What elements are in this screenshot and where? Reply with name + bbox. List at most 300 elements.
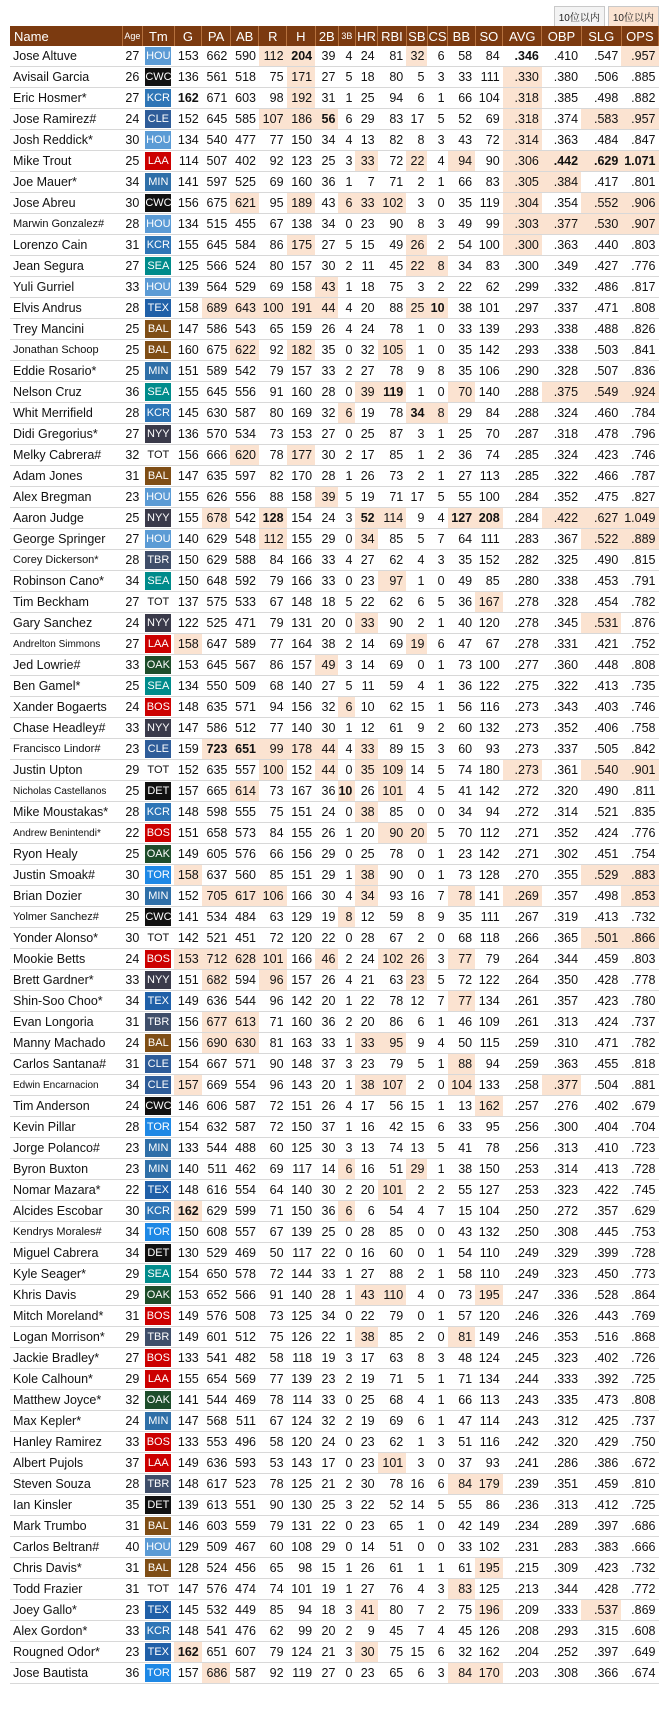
player-name[interactable]: Andrew Benintendi* bbox=[10, 823, 122, 844]
stat-cs: 2 bbox=[427, 1180, 447, 1201]
team-badge[interactable]: KCR bbox=[145, 1202, 171, 1220]
stat-h: 148 bbox=[287, 592, 316, 613]
stat-cs: 0 bbox=[427, 928, 447, 949]
team-badge[interactable]: MIN bbox=[145, 1139, 171, 1157]
stat-h: 140 bbox=[287, 676, 316, 697]
col-header-cs[interactable]: CS bbox=[427, 26, 447, 46]
player-name[interactable]: Shin-Soo Choo* bbox=[10, 991, 122, 1012]
team-badge[interactable]: NYY bbox=[145, 614, 171, 632]
stat-sb: 9 bbox=[406, 718, 427, 739]
stat-cs: 2 bbox=[427, 718, 447, 739]
col-header-hr[interactable]: HR bbox=[355, 26, 377, 46]
stat-g: 128 bbox=[174, 1558, 202, 1579]
stat-avg: .267 bbox=[503, 907, 542, 928]
stat-so: 70 bbox=[475, 424, 503, 445]
player-name[interactable]: Nicholas Castellanos bbox=[10, 781, 122, 802]
player-name[interactable]: Yonder Alonso* bbox=[10, 928, 122, 949]
player-name[interactable]: Jose Ramirez# bbox=[10, 109, 122, 130]
player-name[interactable]: Yuli Gurriel bbox=[10, 277, 122, 298]
team-badge[interactable]: TBR bbox=[145, 1013, 171, 1031]
col-header-g[interactable]: G bbox=[174, 26, 202, 46]
team-badge[interactable]: CLE bbox=[145, 1055, 171, 1073]
player-name[interactable]: Alex Gordon* bbox=[10, 1621, 122, 1642]
stat-avg: .258 bbox=[503, 1075, 542, 1096]
stat-so: 125 bbox=[475, 1579, 503, 1600]
stat-sb: 15 bbox=[406, 1096, 427, 1117]
stat-hr: 13 bbox=[355, 1138, 377, 1159]
stat-pa: 645 bbox=[202, 109, 231, 130]
player-name[interactable]: Marwin Gonzalez# bbox=[10, 214, 122, 235]
team-badge[interactable]: TOR bbox=[145, 866, 171, 884]
team-badge[interactable]: TEX bbox=[145, 992, 171, 1010]
stat-rbi: 52 bbox=[378, 1495, 407, 1516]
col-header-avg[interactable]: AVG bbox=[503, 26, 542, 46]
team-badge[interactable]: KCR bbox=[145, 89, 171, 107]
team-badge[interactable]: TOT bbox=[147, 596, 170, 608]
team-badge[interactable]: LAA bbox=[145, 152, 171, 170]
stat-h: 123 bbox=[287, 151, 316, 172]
team-cell bbox=[142, 1621, 174, 1642]
stat-g: 151 bbox=[174, 823, 202, 844]
player-name[interactable]: Tim Anderson bbox=[10, 1096, 122, 1117]
player-name[interactable]: Mike Trout bbox=[10, 151, 122, 172]
team-badge[interactable]: HOU bbox=[145, 278, 171, 296]
stat-r: 78 bbox=[259, 445, 287, 466]
player-name[interactable]: Ryon Healy bbox=[10, 844, 122, 865]
player-name[interactable]: Adam Jones bbox=[10, 466, 122, 487]
table-row bbox=[10, 214, 659, 235]
stat-rbi: 61 bbox=[378, 1558, 407, 1579]
stat-3b: 3 bbox=[338, 151, 355, 172]
team-cell bbox=[142, 88, 174, 109]
team-badge[interactable]: SEA bbox=[145, 257, 171, 275]
stat-h: 160 bbox=[287, 382, 316, 403]
player-name[interactable]: Logan Morrison* bbox=[10, 1327, 122, 1348]
player-name[interactable]: Gary Sanchez bbox=[10, 613, 122, 634]
player-name[interactable]: Brett Gardner* bbox=[10, 970, 122, 991]
player-name[interactable]: Carlos Santana# bbox=[10, 1054, 122, 1075]
team-badge[interactable]: TOT bbox=[147, 764, 170, 776]
player-name[interactable]: George Springer bbox=[10, 529, 122, 550]
stat-h: 189 bbox=[287, 193, 316, 214]
player-name[interactable]: Kyle Seager* bbox=[10, 1264, 122, 1285]
stat-ops: .853 bbox=[621, 886, 658, 907]
team-badge[interactable]: HOU bbox=[145, 131, 171, 149]
team-badge[interactable]: TEX bbox=[145, 1601, 171, 1619]
stat-hr: 43 bbox=[355, 1285, 377, 1306]
stat-slg: .413 bbox=[581, 1159, 621, 1180]
team-badge[interactable]: TOR bbox=[145, 1664, 171, 1682]
stat-avg: .284 bbox=[503, 487, 542, 508]
team-badge[interactable]: CWC bbox=[145, 194, 171, 212]
team-badge[interactable]: TEX bbox=[145, 1181, 171, 1199]
stat-hr: 21 bbox=[355, 970, 377, 991]
player-age: 25 bbox=[122, 676, 142, 697]
player-name[interactable]: Robinson Cano* bbox=[10, 571, 122, 592]
player-name[interactable]: Mookie Betts bbox=[10, 949, 122, 970]
stat-pa: 645 bbox=[202, 382, 231, 403]
player-name[interactable]: Kole Calhoun* bbox=[10, 1369, 122, 1390]
player-name[interactable]: Nomar Mazara* bbox=[10, 1180, 122, 1201]
stat-so: 112 bbox=[475, 823, 503, 844]
stat-sb: 7 bbox=[406, 1600, 427, 1621]
team-badge[interactable]: NYY bbox=[145, 425, 171, 443]
player-name[interactable]: Yolmer Sanchez# bbox=[10, 907, 122, 928]
stat-slg: .423 bbox=[581, 445, 621, 466]
stat-bb: 34 bbox=[448, 256, 476, 277]
stat-obp: .343 bbox=[542, 697, 581, 718]
team-badge[interactable]: BOS bbox=[145, 1349, 171, 1367]
team-badge[interactable]: HOU bbox=[145, 47, 171, 65]
team-badge[interactable]: BAL bbox=[145, 1034, 171, 1052]
player-name[interactable]: Hanley Ramirez bbox=[10, 1432, 122, 1453]
stat-hr: 7 bbox=[355, 172, 377, 193]
player-name[interactable]: Jose Bautista bbox=[10, 1663, 122, 1684]
team-badge[interactable]: CWC bbox=[145, 908, 171, 926]
stat-h: 131 bbox=[287, 613, 316, 634]
col-header-pa[interactable]: PA bbox=[202, 26, 231, 46]
stat-bb: 54 bbox=[448, 1243, 476, 1264]
team-badge[interactable]: BOS bbox=[145, 824, 171, 842]
team-badge[interactable]: NYY bbox=[145, 971, 171, 989]
player-age: 24 bbox=[122, 109, 142, 130]
stat-pa: 647 bbox=[202, 634, 231, 655]
stat-g: 142 bbox=[174, 928, 202, 949]
team-badge[interactable]: TOT bbox=[147, 932, 170, 944]
player-name[interactable]: Evan Longoria bbox=[10, 1012, 122, 1033]
stat-g: 141 bbox=[174, 1390, 202, 1411]
player-name[interactable]: Mitch Moreland* bbox=[10, 1306, 122, 1327]
player-name[interactable]: Elvis Andrus bbox=[10, 298, 122, 319]
stat-h: 157 bbox=[287, 361, 316, 382]
stat-pa: 589 bbox=[202, 361, 231, 382]
team-badge[interactable]: NYY bbox=[145, 719, 171, 737]
stat-2b: 43 bbox=[315, 277, 338, 298]
player-name[interactable]: Josh Reddick* bbox=[10, 130, 122, 151]
player-name[interactable]: Khris Davis bbox=[10, 1285, 122, 1306]
table-row bbox=[10, 592, 659, 613]
team-badge[interactable]: BAL bbox=[145, 341, 171, 359]
stat-h: 169 bbox=[287, 403, 316, 424]
player-name[interactable]: Jonathan Schoop bbox=[10, 340, 122, 361]
stat-avg: .300 bbox=[503, 256, 542, 277]
col-header-tm[interactable]: Tm bbox=[142, 26, 174, 46]
stat-cs: 1 bbox=[427, 466, 447, 487]
team-badge[interactable]: KCR bbox=[145, 1622, 171, 1640]
team-badge[interactable]: SEA bbox=[145, 383, 171, 401]
team-badge[interactable]: BOS bbox=[145, 1307, 171, 1325]
stat-bb: 88 bbox=[448, 1054, 476, 1075]
player-age: 33 bbox=[122, 1621, 142, 1642]
stat-3b: 1 bbox=[338, 172, 355, 193]
team-badge[interactable]: BOS bbox=[145, 950, 171, 968]
team-badge[interactable]: LAA bbox=[145, 1454, 171, 1472]
team-badge[interactable]: OAK bbox=[145, 1391, 171, 1409]
team-badge[interactable]: BAL bbox=[145, 320, 171, 338]
player-age: 36 bbox=[122, 1663, 142, 1684]
stat-ops: .732 bbox=[621, 907, 658, 928]
col-header-h[interactable]: H bbox=[287, 26, 316, 46]
player-name[interactable]: Lorenzo Cain bbox=[10, 235, 122, 256]
player-name[interactable]: Didi Gregorius* bbox=[10, 424, 122, 445]
player-name[interactable]: Alex Bregman bbox=[10, 487, 122, 508]
col-header-2b[interactable]: 2B bbox=[315, 26, 338, 46]
stat-ab: 607 bbox=[230, 1642, 259, 1663]
stat-3b: 0 bbox=[338, 760, 355, 781]
player-name[interactable]: Jorge Polanco# bbox=[10, 1138, 122, 1159]
stat-avg: .284 bbox=[503, 508, 542, 529]
player-name[interactable]: Jose Altuve bbox=[10, 46, 122, 67]
stat-g: 140 bbox=[174, 1159, 202, 1180]
stat-h: 158 bbox=[287, 487, 316, 508]
player-name[interactable]: Mark Trumbo bbox=[10, 1516, 122, 1537]
stat-hr: 30 bbox=[355, 1642, 377, 1663]
player-name[interactable]: Xander Bogaerts bbox=[10, 697, 122, 718]
stat-rbi: 62 bbox=[378, 697, 407, 718]
stat-bb: 41 bbox=[448, 1138, 476, 1159]
team-badge[interactable]: SEA bbox=[145, 572, 171, 590]
team-badge[interactable]: BAL bbox=[145, 467, 171, 485]
team-badge[interactable]: DET bbox=[145, 1244, 171, 1262]
col-header-rbi[interactable]: RBI bbox=[378, 26, 407, 46]
stat-sb: 1 bbox=[406, 1516, 427, 1537]
player-name[interactable]: Ian Kinsler bbox=[10, 1495, 122, 1516]
stat-3b: 1 bbox=[338, 1579, 355, 1600]
player-name[interactable]: Andrelton Simmons bbox=[10, 634, 122, 655]
stat-g: 149 bbox=[174, 1306, 202, 1327]
col-header-r[interactable]: R bbox=[259, 26, 287, 46]
team-badge[interactable]: CLE bbox=[145, 740, 171, 758]
team-badge[interactable]: SEA bbox=[145, 1265, 171, 1283]
stat-ops: .868 bbox=[621, 1327, 658, 1348]
stat-rbi: 69 bbox=[378, 655, 407, 676]
stat-ab: 469 bbox=[230, 1243, 259, 1264]
team-badge[interactable]: KCR bbox=[145, 236, 171, 254]
player-name[interactable]: Tim Beckham bbox=[10, 592, 122, 613]
stat-slg: .425 bbox=[581, 1411, 621, 1432]
player-age: 31 bbox=[122, 1012, 142, 1033]
player-name[interactable]: Todd Frazier bbox=[10, 1579, 122, 1600]
player-name[interactable]: Chase Headley# bbox=[10, 718, 122, 739]
team-badge[interactable]: TOT bbox=[147, 1583, 170, 1595]
team-cell bbox=[142, 466, 174, 487]
team-badge[interactable]: HOU bbox=[145, 530, 171, 548]
stat-ab: 455 bbox=[230, 214, 259, 235]
stat-so: 86 bbox=[475, 1495, 503, 1516]
player-name[interactable]: Justin Upton bbox=[10, 760, 122, 781]
team-badge[interactable]: SEA bbox=[145, 677, 171, 695]
player-name[interactable]: Trey Mancini bbox=[10, 319, 122, 340]
team-badge[interactable]: TBR bbox=[145, 551, 171, 569]
stat-pa: 712 bbox=[202, 949, 231, 970]
col-header-so[interactable]: SO bbox=[475, 26, 503, 46]
team-badge[interactable]: TOT bbox=[147, 449, 170, 461]
player-name[interactable]: Jean Segura bbox=[10, 256, 122, 277]
stat-bb: 66 bbox=[448, 88, 476, 109]
stat-3b: 3 bbox=[338, 1495, 355, 1516]
team-badge[interactable]: LAA bbox=[145, 635, 171, 653]
player-name[interactable]: Matthew Joyce* bbox=[10, 1390, 122, 1411]
player-name[interactable]: Byron Buxton bbox=[10, 1159, 122, 1180]
stat-rbi: 49 bbox=[378, 235, 407, 256]
team-badge[interactable]: BOS bbox=[145, 698, 171, 716]
team-cell bbox=[142, 802, 174, 823]
player-name[interactable]: Eric Hosmer* bbox=[10, 88, 122, 109]
stat-so: 101 bbox=[475, 298, 503, 319]
stat-r: 91 bbox=[259, 382, 287, 403]
stat-h: 101 bbox=[287, 1579, 316, 1600]
player-name[interactable]: Rougned Odor* bbox=[10, 1642, 122, 1663]
team-cell bbox=[142, 529, 174, 550]
stat-cs: 5 bbox=[427, 781, 447, 802]
stat-bb: 51 bbox=[448, 1432, 476, 1453]
stat-rbi: 81 bbox=[378, 46, 407, 67]
player-name[interactable]: Joe Mauer* bbox=[10, 172, 122, 193]
stat-cs: 5 bbox=[427, 823, 447, 844]
col-header-bb[interactable]: BB bbox=[448, 26, 476, 46]
table-row bbox=[10, 1201, 659, 1222]
team-badge[interactable]: NYY bbox=[145, 509, 171, 527]
stat-r: 58 bbox=[259, 1432, 287, 1453]
col-header-age[interactable]: Age bbox=[122, 26, 142, 46]
player-name[interactable]: Avisail Garcia bbox=[10, 67, 122, 88]
team-cell bbox=[142, 949, 174, 970]
stat-avg: .250 bbox=[503, 1222, 542, 1243]
team-badge[interactable]: DET bbox=[145, 1496, 171, 1514]
stat-2b: 36 bbox=[315, 172, 338, 193]
stat-obp: .333 bbox=[542, 1600, 581, 1621]
player-name[interactable]: Steven Souza bbox=[10, 1474, 122, 1495]
stat-bb: 84 bbox=[448, 1663, 476, 1684]
player-age: 27 bbox=[122, 529, 142, 550]
player-name[interactable]: Ben Gamel* bbox=[10, 676, 122, 697]
stat-rbi: 79 bbox=[378, 1306, 407, 1327]
player-name[interactable]: Jose Abreu bbox=[10, 193, 122, 214]
team-badge[interactable]: KCR bbox=[145, 404, 171, 422]
stat-ab: 456 bbox=[230, 1558, 259, 1579]
table-row bbox=[10, 1495, 659, 1516]
stat-2b: 23 bbox=[315, 1369, 338, 1390]
player-name[interactable]: Jackie Bradley* bbox=[10, 1348, 122, 1369]
team-badge[interactable]: MIN bbox=[145, 1412, 171, 1430]
team-badge[interactable]: CLE bbox=[145, 110, 171, 128]
stat-ops: .679 bbox=[621, 1096, 658, 1117]
team-badge[interactable]: OAK bbox=[145, 1286, 171, 1304]
stat-cs: 2 bbox=[427, 445, 447, 466]
team-badge[interactable]: OAK bbox=[145, 656, 171, 674]
team-badge[interactable]: HOU bbox=[145, 215, 171, 233]
stat-rbi: 107 bbox=[378, 1075, 407, 1096]
team-badge[interactable]: BAL bbox=[145, 1559, 171, 1577]
stat-obp: .302 bbox=[542, 844, 581, 865]
table-row bbox=[10, 1264, 659, 1285]
player-name[interactable]: Kendrys Morales# bbox=[10, 1222, 122, 1243]
stat-h: 151 bbox=[287, 802, 316, 823]
col-header-obp[interactable]: OBP bbox=[542, 26, 581, 46]
stat-so: 122 bbox=[475, 676, 503, 697]
stat-ops: .841 bbox=[621, 340, 658, 361]
team-badge[interactable]: HOU bbox=[145, 1538, 171, 1556]
team-cell bbox=[142, 1285, 174, 1306]
player-name[interactable]: Brian Dozier bbox=[10, 886, 122, 907]
player-name[interactable]: Alcides Escobar bbox=[10, 1201, 122, 1222]
player-name[interactable]: Carlos Beltran# bbox=[10, 1537, 122, 1558]
team-badge[interactable]: BAL bbox=[145, 1517, 171, 1535]
team-badge[interactable]: HOU bbox=[145, 488, 171, 506]
team-badge[interactable]: BOS bbox=[145, 1433, 171, 1451]
col-header-3b[interactable]: 3B bbox=[338, 26, 355, 46]
player-name[interactable]: Corey Dickerson* bbox=[10, 550, 122, 571]
stat-sb: 26 bbox=[406, 949, 427, 970]
team-badge[interactable]: LAA bbox=[145, 1370, 171, 1388]
col-header-slg[interactable]: SLG bbox=[581, 26, 621, 46]
team-cell bbox=[142, 361, 174, 382]
col-header-ab[interactable]: AB bbox=[230, 26, 259, 46]
player-name[interactable]: Jed Lowrie# bbox=[10, 655, 122, 676]
player-name[interactable]: Miguel Cabrera bbox=[10, 1243, 122, 1264]
player-name[interactable]: Kevin Pillar bbox=[10, 1117, 122, 1138]
team-badge[interactable]: OAK bbox=[145, 845, 171, 863]
team-badge[interactable]: CWC bbox=[145, 68, 171, 86]
player-name[interactable]: Manny Machado bbox=[10, 1033, 122, 1054]
player-name[interactable]: Mike Moustakas* bbox=[10, 802, 122, 823]
stat-avg: .271 bbox=[503, 823, 542, 844]
player-name[interactable]: Nelson Cruz bbox=[10, 382, 122, 403]
team-badge[interactable]: TBR bbox=[145, 1475, 171, 1493]
player-name[interactable]: Joey Gallo* bbox=[10, 1600, 122, 1621]
stat-hr: 23 bbox=[355, 1663, 377, 1684]
stat-r: 80 bbox=[259, 403, 287, 424]
player-name[interactable]: Albert Pujols bbox=[10, 1453, 122, 1474]
stat-cs: 0 bbox=[427, 319, 447, 340]
col-header-name[interactable]: Name bbox=[10, 26, 122, 46]
col-header-ops[interactable]: OPS bbox=[621, 26, 658, 46]
player-name[interactable]: Justin Smoak# bbox=[10, 865, 122, 886]
team-badge[interactable]: MIN bbox=[145, 1160, 171, 1178]
stat-2b: 21 bbox=[315, 1642, 338, 1663]
stat-rbi: 109 bbox=[378, 760, 407, 781]
player-age: 24 bbox=[122, 1096, 142, 1117]
team-badge[interactable]: CWC bbox=[145, 1097, 171, 1115]
player-name[interactable]: Edwin Encarnacion bbox=[10, 1075, 122, 1096]
team-badge[interactable]: MIN bbox=[145, 887, 171, 905]
player-name[interactable]: Whit Merrifield bbox=[10, 403, 122, 424]
team-badge[interactable]: MIN bbox=[145, 173, 171, 191]
player-name[interactable]: Chris Davis* bbox=[10, 1558, 122, 1579]
player-name[interactable]: Francisco Lindor# bbox=[10, 739, 122, 760]
col-header-sb[interactable]: SB bbox=[406, 26, 427, 46]
player-name[interactable]: Melky Cabrera# bbox=[10, 445, 122, 466]
stat-cs: 2 bbox=[427, 235, 447, 256]
team-badge[interactable]: DET bbox=[145, 782, 171, 800]
player-name[interactable]: Aaron Judge bbox=[10, 508, 122, 529]
team-badge[interactable]: TOR bbox=[145, 1223, 171, 1241]
player-name[interactable]: Max Kepler* bbox=[10, 1411, 122, 1432]
team-badge[interactable]: CLE bbox=[145, 1076, 171, 1094]
stat-obp: .352 bbox=[542, 487, 581, 508]
player-name[interactable]: Eddie Rosario* bbox=[10, 361, 122, 382]
team-badge[interactable]: TBR bbox=[145, 1328, 171, 1346]
team-badge[interactable]: KCR bbox=[145, 803, 171, 821]
team-badge[interactable]: TEX bbox=[145, 1643, 171, 1661]
stat-ab: 525 bbox=[230, 172, 259, 193]
team-badge[interactable]: TOR bbox=[145, 1118, 171, 1136]
stat-rbi: 80 bbox=[378, 1600, 407, 1621]
team-badge[interactable]: MIN bbox=[145, 362, 171, 380]
team-cell bbox=[142, 1537, 174, 1558]
stat-so: 132 bbox=[475, 718, 503, 739]
team-badge[interactable]: TEX bbox=[145, 299, 171, 317]
